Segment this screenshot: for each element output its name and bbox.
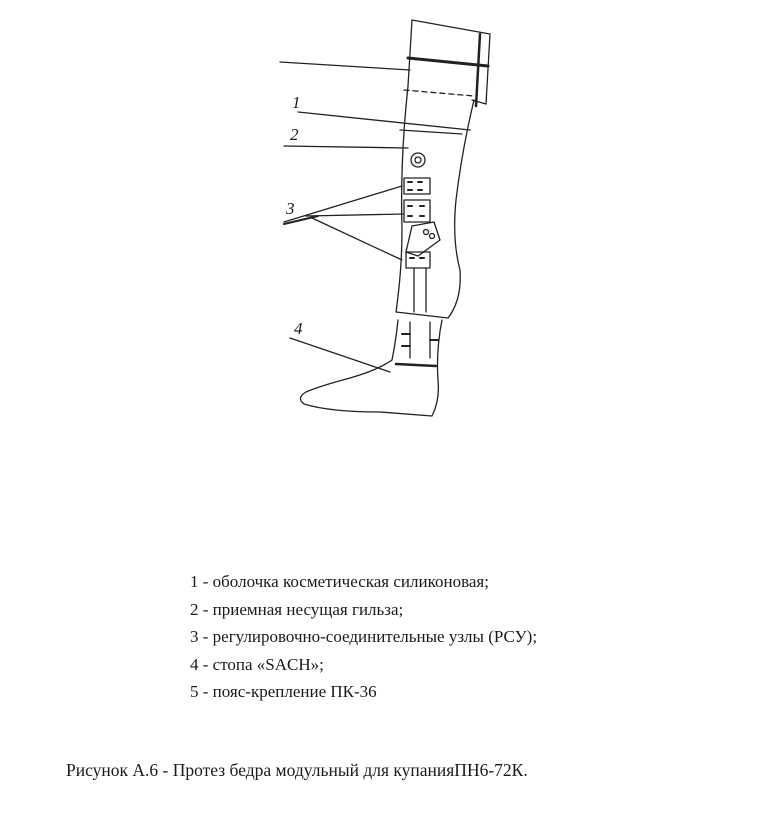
legend-item: 5 - пояс-крепление ПК-36 <box>190 682 377 701</box>
adapter-node-3 <box>406 222 440 256</box>
adapter-node-2 <box>404 200 430 222</box>
legend-item: 4 - стопа «SACH»; <box>190 654 324 674</box>
callout-2: 2 <box>290 125 299 144</box>
legend-item: 3 - регулировочно-соединительные узлы (РСУ); <box>190 627 538 646</box>
figure-caption: Рисунок А.6 - Протез бедра модульный для купанияПН6-72К. <box>66 760 528 780</box>
legend-item: 2 - приемная несущая гильза; <box>190 599 404 619</box>
legend <box>190 568 537 706</box>
socket-outline <box>396 86 408 312</box>
callout-4: 4 <box>294 319 303 338</box>
legend-item: 1 - оболочка косметическая силиконовая; <box>190 572 489 591</box>
callout-1: 1 <box>292 93 301 112</box>
callout-3: 3 <box>286 199 295 218</box>
shin-outline <box>396 312 448 318</box>
adapter-node-1 <box>404 178 430 194</box>
knee-joint <box>411 153 425 167</box>
